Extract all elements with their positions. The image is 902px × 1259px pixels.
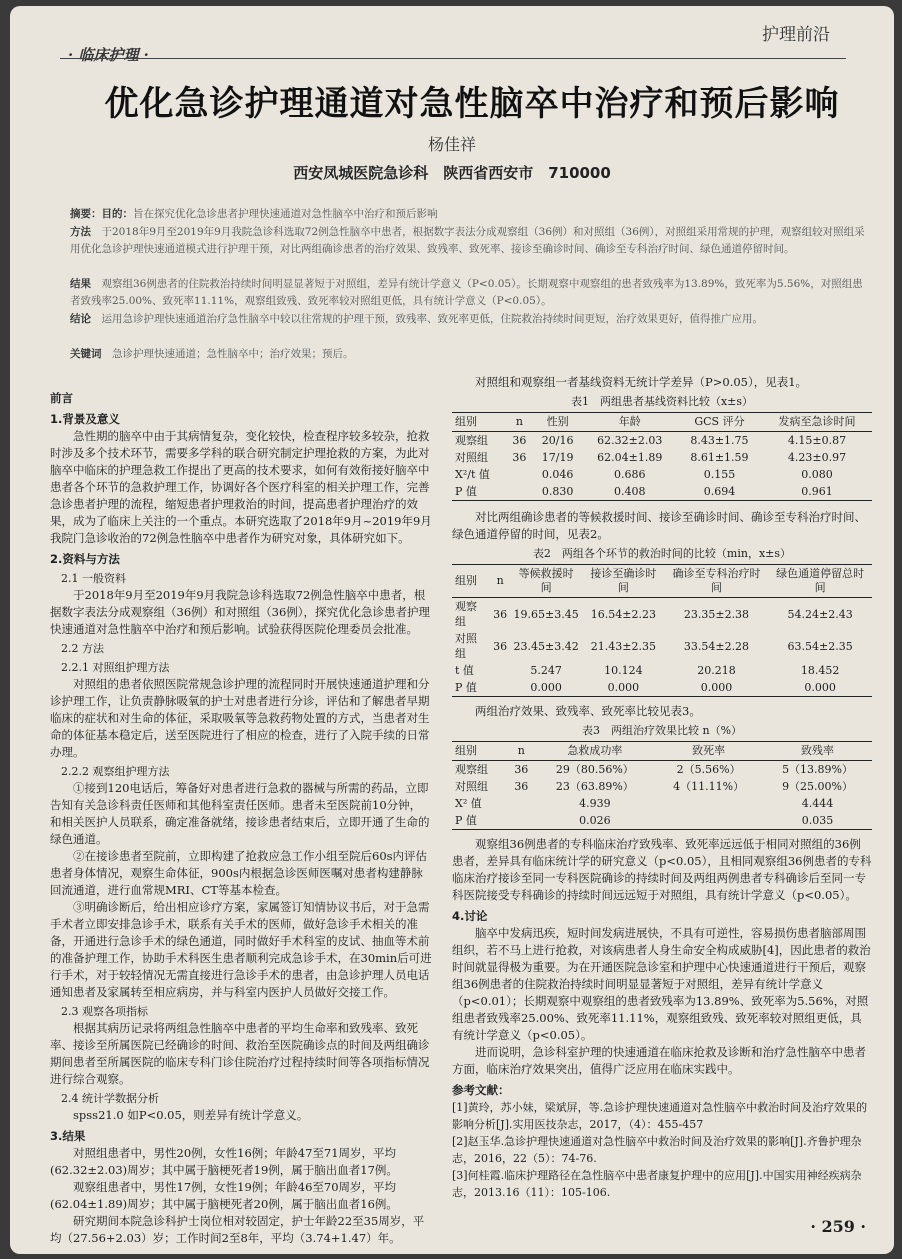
paragraph: ③明确诊断后，给出相应诊疗方案，家属签订知情协议书后，对于急需手术者立即安排急诊手术，联系有关手术的医师，做好急诊手术相关的准备，开通进行急诊手术的绿色通道，同时做好手术科室的皮试、抽血等术前的准备护理工作，协助手术科医生患者顺利完成急诊手术，在30min后可进行手术，对于较轻情况无需直接进行急诊手术的患者，由急诊护理人员电话通知患者及家属转至相应病房，并与科室内医护人员做好交接工作。 [50,900,432,999]
journal-page [10,6,894,1254]
author-name: 杨佳祥 [427,135,476,154]
table-caption: 表2 两组各个环节的救治时间的比较（min，x±s） [532,547,792,560]
table-cell: 0.155 [703,468,736,481]
table-cell: 4（11.11%） [673,780,745,793]
section-heading: 1.背景及意义 [50,412,120,426]
right-column [452,374,872,1201]
table-cell: 29（80.56%） [555,763,634,776]
table-header-cell: n [490,565,510,598]
table-cell: 0.035 [801,814,834,827]
paragraph: 对比两组确诊患者的等候救援时间、接诊至确诊时间、确诊至专科治疗时间、绿色通道停留的时间，见表2。 [452,510,866,541]
paragraph: 进而说明，急诊科室护理的快速通道在临床抢救及诊断和治疗急性脑卒中患者方面，临床治疗效果突出，值得广泛应用在临床实践中。 [452,1045,866,1076]
paragraph: 研究期间本院急诊科护士岗位相对较固定，护士年龄22至35周岁，平均（27.56+2.03）岁；工作时间2至8年，平均（3.74+1.47）年。 [50,1214,425,1245]
paragraph: 对照组的患者依照医院常规急诊护理的流程同时开展快速通道护理和分诊护理工作，让负责静脉吸氧的护士对患者进行分诊，评估和了解患者早期临床的症状和对生命的体征，采取吸氧等急救药物处置的方式，当患者对生命的体征基本稳定后，送至医院进行了相应的检查，进行了入院手续的日常办理。 [50,677,430,759]
table-cell: 4.939 [579,797,611,810]
table-header-cell: 年龄 [583,413,677,432]
table-cell: X²/t 值 [455,468,490,481]
table-cell: 对照组 [455,780,488,793]
table-header-cell: 致死率 [654,742,763,761]
table-cell: 0.686 [614,468,646,481]
paragraph: 急性期的脑卒中由于其病情复杂，变化较快，检查程序较多较杂，抢救时涉及多个技术环节，需要多学科的联合研究制定护理抢救的方案，为此对脑卒中临床的护理急救工作提出了更高的技术要求，如何有效衔接好脑卒中患者各个环节的急救护理工作，协调好各个医疗科室的相关护理工作，完善急诊患者护理的流程，缩短患者护理救治的时间，提高患者护理治疗的效果，成为了临床上关注的一个重点。本研究选取了2018年9月~2019年9月我院门急诊收治的72例急性脑卒中患者作为研究对象，具体研究如下。 [50,429,432,545]
table-cell: 4.444 [801,797,834,810]
table-row [452,761,872,779]
table-cell: 9（25.00%） [782,780,854,793]
table-row [452,662,872,679]
paragraph: 根据其病历记录将两组急性脑卒中患者的平均生命率和致残率、致死率、接诊至所属医院已经确诊的时间、救治至医院确诊点的时间及两组确诊期间患者至所属医院的临床专科门诊住院治疗过程持续时间等各项指标情况进行综合观察。 [50,1021,430,1086]
table-cell: 23.35±2.38 [683,607,750,621]
table-cell: P 值 [455,681,477,694]
table-cell: 0.000 [607,681,640,694]
table-cell: P 值 [455,485,477,498]
table-cell: 0.080 [801,468,833,481]
table-header-cell: 致残率 [763,742,872,761]
abstract-block [70,206,866,364]
table-row [452,795,872,812]
table-cell: 36 [514,763,529,776]
abstract-line: 结果 观察组36例患者的住院救治持续时间明显显著短于对照组，差异有统计学意义（P<0.05）。长期观察中观察组的患者致残率为13.89%，致死率为5.56%，对照组患者致残率25.00%、致死率11.11%，观察组致残、致死率较对照组更低，具有统计学意义（P<0.05）。 [70,278,863,307]
paragraph: spss21.0 如P<0.05，则差异有统计学意义。 [73,1108,309,1122]
table-cell: 0.694 [703,485,736,498]
table-cell: 对照组 [455,451,488,464]
table-cell: 62.04±1.89 [597,451,663,464]
table-cell: 8.61±1.59 [690,451,749,464]
section-heading: 4.讨论 [452,909,488,923]
baseline-table [452,412,872,501]
paragraph: 观察组患者中，男性17例，女性19例；年龄46至70周岁，平均(62.04±1.89)周岁；其中属于脑梗死者20例，属于脑出血者16例。 [50,1180,398,1211]
table-cell: 23（63.89%） [555,780,634,793]
subsection-heading: 2.1 一般资料 [61,572,126,585]
table-cell: 0.000 [700,681,733,694]
reference-list [452,1099,872,1201]
table-cell: 观察组 [455,763,488,776]
table-cell [490,679,510,697]
left-column [50,386,432,1247]
table-cell: P 值 [455,814,477,827]
table-cell [490,662,510,679]
table-cell: 观察组 [455,434,488,447]
table-cell: 4.15±0.87 [787,434,847,447]
table-cell: 17/19 [541,451,574,464]
table-header-cell: GCS 评分 [677,413,762,432]
table-cell: 63.54±2.35 [787,639,853,653]
table-row [452,466,872,483]
table-cell: 0.000 [804,681,836,694]
table-cell: 36 [512,451,527,464]
table-cell: 10.124 [604,664,643,677]
table-cell: 62.32±2.03 [597,434,663,447]
journal-section-header: 护理前沿 [762,25,830,45]
table-header-cell: 绿色通道停留总时间 [768,565,872,598]
abstract-line: 方法 于2018年9月至2019年9月我院急诊科选取72例急性脑卒中患者，根据数字表法分成观察组（36例）和对照组（36例），对照组采用常规的护理，观察组较对照组采用优化急诊护理快速通道模式进行护理干预，对比两组确诊患者的治疗效果、致残率、致死率、接诊至确诊时间、确诊至专科治疗时间、绿色通道停留时间。 [70,226,865,255]
table-cell: 23.45±3.42 [513,639,579,653]
table-cell: 20.218 [697,664,736,677]
table-header-cell: 急救成功率 [535,742,654,761]
table-cell: 36 [514,780,529,793]
table-row [452,432,872,450]
abstract-line: 摘要：目的：旨在探究优化急诊患者护理快速通道对急性脑卒中治疗和预后影响 [70,208,438,220]
subsection-heading: 2.2.2 观察组护理方法 [61,765,170,778]
table-cell: 36 [493,607,508,621]
table-cell: X² 值 [455,797,482,810]
table-cell: 54.24±2.43 [787,607,853,621]
outcome-table [452,741,872,830]
table-row [452,483,872,501]
table-cell [507,795,535,812]
table-cell: 18.452 [800,664,840,677]
subsection-heading: 2.3 观察各项指标 [61,1005,148,1018]
preface-heading: 前言 [50,391,73,405]
table-row [452,449,872,466]
table-cell: 0.026 [579,814,611,827]
paragraph: 于2018年9月至2019年9月我院急诊科选取72例急性脑卒中患者，根据数字表法分成观察组（36例）和对照组（36例），探究优化急诊患者护理快速通道对急性脑卒中治疗和预后影响。试验获得医院伦理委员会批准。 [50,588,431,636]
table-cell: t 值 [455,664,474,677]
section-heading: 2.资料与方法 [50,552,120,566]
page-number: · 259 · [810,1217,866,1236]
table-cell: 33.54±2.28 [683,639,750,653]
references-heading: 参考文献： [452,1083,510,1097]
paragraph: 两组治疗效果、致残率、致死率比较见表3。 [475,704,701,718]
table-cell: 观察组 [455,600,477,628]
paragraph: 对照组和观察组一者基线资料无统计学差异（P>0.05），见表1。 [475,375,808,389]
table-header-cell: 发病至急诊时间 [762,413,872,432]
table-cell: 0.000 [530,681,562,694]
table-cell: 20/16 [541,434,574,447]
table-cell: 0.046 [541,468,574,481]
subsection-heading: 2.4 统计学数据分析 [61,1092,159,1105]
table-row [452,778,872,795]
paragraph: 对照组患者中，男性20例，女性16例；年龄47至71周岁，平均(62.32±2.03)周岁；其中属于脑梗死者19例，属于脑出血者17例。 [50,1146,398,1177]
reference-item: [1]黄玲，苏小妹，梁斌屏，等.急诊护理快速通道对急性脑卒中救治时间及治疗效果的影响分析[J].实用医技杂志，2017，（4）：455-457 [452,1101,868,1131]
table-caption: 表1 两组患者基线资料比较（x±s） [570,395,754,408]
column-section-label: · 临床护理 · [68,46,149,64]
author-affiliation: 西安凤城医院急诊科 陕西省西安市 710000 [293,164,611,182]
table-header-cell: 组别 [452,742,507,761]
table-cell: 5.247 [530,664,562,677]
section-heading: 3.结果 [50,1129,86,1143]
table-cell: 0.830 [541,485,574,498]
table-header-cell: 等候救援时间 [510,565,582,598]
table-cell: 2（5.56%） [676,763,741,776]
subsection-heading: 2.2.1 对照组护理方法 [61,661,170,674]
keywords-line: 关键词 急诊护理快速通道；急性脑卒中；治疗效果；预后。 [70,348,354,360]
table-caption: 表3 两组治疗效果比较 n（%） [581,724,743,737]
table-cell [654,812,763,830]
table-header-cell: n [506,413,532,432]
reference-item: [3]何桂霞.临床护理路径在急性脑卒中患者康复护理中的应用[J].中国实用神经疾病杂志，2013.16（11）：105-106. [452,1169,862,1199]
table-cell: 0.961 [801,485,833,498]
table-cell [654,795,763,812]
subsection-heading: 2.2 方法 [61,642,104,655]
table-cell: 4.23±0.97 [787,451,847,464]
table-header-cell: 组别 [452,413,506,432]
article-title: 优化急诊护理通道对急性脑卒中治疗和预后影响 [104,84,840,124]
table-header-cell: 性别 [533,413,583,432]
paragraph: 脑卒中发病迅疾，短时间发病进展快，不具有可逆性，容易损伤患者脑部周围组织，若不马上进行抢救，对该病患者人身生命安全构成威胁[4]，因此患者的救治时间就显得极为重要。为在开通医院急诊室和护理中心快速通道进行干预后，观察组36例患者的住院救治持续时间明显显著短于对照组，差异有统计学意义（p<0.01）；长期观察中观察组的患者致残率为13.89%、致死率为5.56%，对照组患者致残率25.00%、致死率11.11%，观察组致残、致死率较对照组更低，具有统计学意义（p<0.05）。 [452,926,871,1042]
table-header-cell: n [507,742,535,761]
table-cell [506,466,532,483]
table-header-cell: 接诊至确诊时间 [582,565,665,598]
paragraph: ①接到120电话后，筹备好对患者进行急救的器械与所需的药品，立即告知有关急诊科责任医师和其他科室责任医师。患者未至医院前10分钟，和相关医护人员联系，确定准备就绪，接诊患者结束后，立即开通了生命的绿色通道。 [50,781,430,846]
table-cell: 21.43±2.35 [590,639,656,653]
table-cell: 对照组 [455,632,477,660]
table-row [452,630,872,662]
table-cell: 5（13.89%） [782,763,854,776]
table-header-cell: 确诊至专科治疗时间 [665,565,769,598]
table-row [452,812,872,830]
table-cell [506,483,532,501]
table-cell [507,812,535,830]
table-cell: 36 [493,639,508,653]
paragraph: 观察组36例患者的专科临床治疗致残率、致死率远远低于相同对照组的36例患者，差异具有临床统计学的研究意义（p<0.05），且相同观察组36例患者的专科临床治疗接诊至同一专科医院确诊的持续时间及两组两例患者专科确诊后至同一专科医院接受专科确诊的持续时间远远短于对照组，具有统计学意义（p<0.05）。 [452,837,872,902]
reference-item: [2]赵玉华.急诊护理快速通道对急性脑卒中救治时间及治疗效果的影响[J].齐鲁护理杂志，2016，22（5）：74-76. [452,1135,862,1165]
table-row [452,598,872,631]
table-row [452,679,872,697]
table-header-cell: 组别 [452,565,490,598]
abstract-line: 结论 运用急诊护理快速通道治疗急性脑卒中较以往常规的护理干预，致残率、致死率更低，住院救治持续时间更短，治疗效果更好，值得推广应用。 [70,313,763,325]
treatment-time-table [452,564,872,697]
paragraph: ②在接诊患者至院前，立即构建了抢救应急工作小组至院后60s内评估患者身体情况，观察生命体征，900s内根据急诊医师医嘱对患者构建静脉回流通道，进行血常规MRI、CT等基本检查。 [50,849,428,897]
header-rule [60,58,846,59]
table-cell: 16.54±2.23 [590,607,656,621]
table-cell: 19.65±3.45 [513,607,579,621]
table-cell: 36 [512,434,527,447]
table-cell: 8.43±1.75 [690,434,749,447]
table-cell: 0.408 [614,485,646,498]
